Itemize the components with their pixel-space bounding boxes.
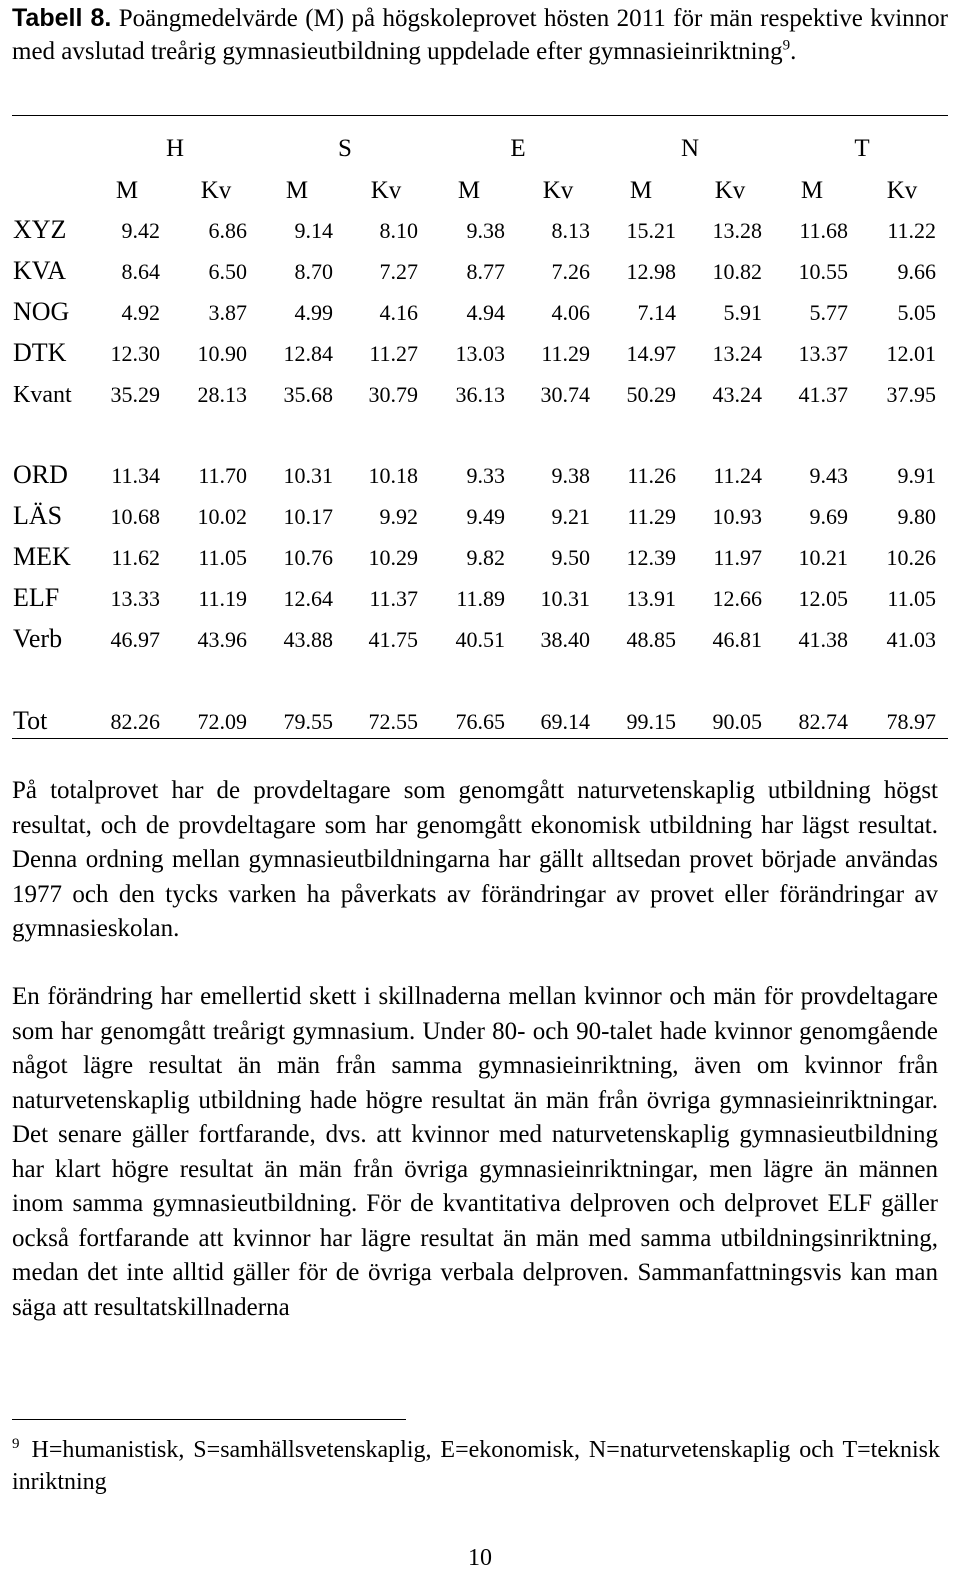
table-cell: 36.13 [455, 382, 505, 407]
table-cell: 11.68 [799, 218, 848, 243]
table-cell: 9.33 [466, 463, 505, 488]
row-label: XYZ [13, 215, 67, 244]
table-cell: 82.26 [110, 709, 160, 734]
table-cell: 41.37 [798, 382, 848, 407]
table-cell: 30.79 [368, 382, 418, 407]
table-cell: 37.95 [886, 382, 936, 407]
table-cell: 4.99 [294, 300, 333, 325]
table-cell: 9.38 [466, 218, 505, 243]
group-header-t: T [854, 135, 870, 162]
row-label: NOG [13, 297, 70, 326]
sub-header-kv: Kv [542, 177, 574, 204]
table-cell: 7.14 [637, 300, 676, 325]
table-cell: 76.65 [455, 709, 505, 734]
table-cell: 11.70 [198, 463, 247, 488]
table-cell: 10.82 [712, 259, 762, 284]
table-cell: 30.74 [540, 382, 590, 407]
body-paragraph-2: En förändring har emellertid skett i skillnaderna mellan kvinnor och män för provdeltagare som har genomgått treårigt gymnasium. Under 80- och 90-talet hade kvinnor genomgående något lägre resultat än män från samma gymnasieinriktning, även om kvinnor från naturvetenskaplig utbildning hade högre resultat än män från övriga gymnasieinriktningar. Det senare gäller fortfarande, dvs. att kvinnor med naturvetenskaplig gymnasieutbildning har klart högre resultat än män från övriga gymnasieinriktningar, men lägre än männen inom samma gymnasieutbildning. För de kvantitativa delproven och delprovet ELF gäller också fortfarande att kvinnor har lägre resultat än män med samma utbildningsinriktning, medan det inte alltid gäller för de övriga verbala delproven. Sammanfattningsvis kan man säga att resultatskillnaderna [12, 983, 938, 1321]
table-cell: 9.43 [809, 463, 848, 488]
table-cell: 10.93 [712, 504, 762, 529]
table-cell: 82.74 [798, 709, 848, 734]
table-cell: 99.15 [626, 709, 676, 734]
table-cell: 8.64 [121, 259, 160, 284]
table-cell: 13.28 [712, 218, 762, 243]
table-cell: 10.68 [110, 504, 160, 529]
table-cell: 41.75 [368, 627, 418, 652]
table-cell: 5.05 [897, 300, 936, 325]
table-cell: 15.21 [626, 218, 676, 243]
body-paragraph-1: På totalprovet har de provdeltagare som genomgått naturvetenskaplig utbildning högst resultat, och de provdeltagare som har genomgått ekonomisk utbildning har lägst resultat. Denna ordning mellan gymnasieutbildningarna har gällt alltsedan provet började användas 1977 och den tycks varken ha påverkats av förändringar av provet eller förändringar av gymnasieskolan. [12, 777, 938, 942]
footnote-mark: 9 [12, 1436, 20, 1452]
row-label: Tot [13, 706, 48, 735]
table-cell: 11.97 [713, 545, 762, 570]
table-cell: 13.37 [798, 341, 848, 366]
table-cell: 12.98 [626, 259, 676, 284]
sub-header-kv: Kv [200, 177, 232, 204]
table-cell: 12.39 [626, 545, 676, 570]
table-cell: 43.96 [197, 627, 247, 652]
table-cell: 9.50 [551, 545, 590, 570]
table-cell: 13.33 [110, 586, 160, 611]
table-cell: 9.82 [466, 545, 505, 570]
table-cell: 35.68 [283, 382, 333, 407]
table-cell: 40.51 [455, 627, 505, 652]
table-cell: 10.31 [283, 463, 333, 488]
table-cell: 12.01 [886, 341, 936, 366]
table-cell: 13.03 [455, 341, 505, 366]
table-cell: 11.29 [541, 341, 590, 366]
table-cell: 4.16 [379, 300, 418, 325]
table-cell: 43.24 [712, 382, 762, 407]
table-label: Tabell 8. [12, 4, 112, 32]
table-cell: 46.81 [712, 627, 762, 652]
sub-header-kv: Kv [714, 177, 746, 204]
group-header-h: H [165, 135, 185, 162]
table-cell: 11.29 [627, 504, 676, 529]
sub-header-m: M [629, 177, 653, 204]
table-cell: 72.09 [197, 709, 247, 734]
table-cell: 4.06 [551, 300, 590, 325]
table-cell: 9.49 [466, 504, 505, 529]
table-cell: 11.27 [369, 341, 418, 366]
table-cell: 8.13 [551, 218, 590, 243]
table-cell: 41.03 [886, 627, 936, 652]
table-cell: 90.05 [712, 709, 762, 734]
table-cell: 12.05 [798, 586, 848, 611]
table-cell: 6.86 [208, 218, 247, 243]
table-top-rule [12, 115, 948, 116]
row-label: DTK [13, 338, 67, 367]
table-cell: 48.85 [626, 627, 676, 652]
table-caption [12, 2, 948, 68]
table-cell: 79.55 [283, 709, 333, 734]
table-cell: 38.40 [540, 627, 590, 652]
table-cell: 9.38 [551, 463, 590, 488]
footnote-text: H=humanistisk, S=samhällsvetenskaplig, E=ekonomisk, N=naturvetenskaplig och T=teknisk inriktning [12, 1437, 940, 1495]
table-cell: 11.37 [369, 586, 418, 611]
table-cell: 9.80 [897, 504, 936, 529]
table-cell: 10.31 [540, 586, 590, 611]
row-label: KVA [13, 256, 66, 285]
table-cell: 10.76 [283, 545, 333, 570]
sub-header-kv: Kv [886, 177, 918, 204]
table-cell: 50.29 [626, 382, 676, 407]
sub-header-kv: Kv [370, 177, 402, 204]
table-cell: 7.27 [379, 259, 418, 284]
table-cell: 3.87 [208, 300, 247, 325]
table-cell: 72.55 [368, 709, 418, 734]
table-cell: 11.19 [198, 586, 247, 611]
footnote-reference: 9 [782, 37, 791, 54]
table-cell: 10.29 [368, 545, 418, 570]
table-cell: 9.92 [379, 504, 418, 529]
table-cell: 8.77 [466, 259, 505, 284]
table-cell: 69.14 [540, 709, 590, 734]
row-label: ORD [13, 460, 68, 489]
table-cell: 14.97 [626, 341, 676, 366]
row-label: Kvant [13, 382, 72, 408]
table-cell: 11.05 [198, 545, 247, 570]
group-header-e: E [510, 135, 526, 162]
table-cell: 35.29 [110, 382, 160, 407]
table-cell: 43.88 [283, 627, 333, 652]
table-cell: 8.10 [379, 218, 418, 243]
table-cell: 10.55 [798, 259, 848, 284]
table-cell: 13.24 [712, 341, 762, 366]
table-cell: 11.22 [887, 218, 936, 243]
table-cell: 9.66 [897, 259, 936, 284]
footnote-rule [12, 1419, 406, 1420]
table-cell: 41.38 [798, 627, 848, 652]
table-cell: 12.64 [283, 586, 333, 611]
table-cell: 46.97 [110, 627, 160, 652]
table-cell: 11.24 [713, 463, 762, 488]
table-cell: 10.26 [886, 545, 936, 570]
table-cell: 5.91 [723, 300, 762, 325]
row-label: LÄS [13, 501, 63, 530]
table-cell: 28.13 [197, 382, 247, 407]
sub-header-m: M [800, 177, 824, 204]
group-header-n: N [680, 135, 700, 162]
table-cell: 11.34 [111, 463, 160, 488]
table-cell: 9.91 [897, 463, 936, 488]
table-cell: 9.14 [294, 218, 333, 243]
group-header-s: S [338, 135, 352, 162]
caption-end: . [790, 38, 797, 65]
footnote [12, 1434, 940, 1498]
table-cell: 8.70 [294, 259, 333, 284]
table-cell: 11.05 [887, 586, 936, 611]
row-label: ELF [13, 583, 60, 612]
table-bottom-rule [12, 738, 948, 739]
table-cell: 11.26 [627, 463, 676, 488]
table-cell: 9.42 [121, 218, 160, 243]
table-cell: 4.94 [466, 300, 505, 325]
table-cell: 78.97 [886, 709, 936, 734]
table-cell: 10.90 [197, 341, 247, 366]
table-cell: 10.17 [283, 504, 333, 529]
table-cell: 9.69 [809, 504, 848, 529]
table-cell: 11.62 [111, 545, 160, 570]
row-label: Verb [13, 624, 63, 653]
table-cell: 12.30 [110, 341, 160, 366]
table-cell: 7.26 [551, 259, 590, 284]
sub-header-m: M [115, 177, 139, 204]
table-cell: 12.66 [712, 586, 762, 611]
sub-header-m: M [457, 177, 481, 204]
table-cell: 13.91 [626, 586, 676, 611]
table-cell: 4.92 [121, 300, 160, 325]
table-cell: 10.02 [197, 504, 247, 529]
table-cell: 9.21 [551, 504, 590, 529]
table-cell: 11.89 [456, 586, 505, 611]
row-label: MEK [13, 542, 71, 571]
table-cell: 12.84 [283, 341, 333, 366]
table-cell: 6.50 [208, 259, 247, 284]
page-number: 10 [468, 1545, 492, 1571]
table-cell: 10.18 [368, 463, 418, 488]
sub-header-m: M [285, 177, 309, 204]
table-cell: 5.77 [809, 300, 848, 325]
caption-text: Poängmedelvärde (M) på högskoleprovet hösten 2011 för män respektive kvinnor med avslutad treårig gymnasieutbildning uppdelade efter gymnasieinriktning [12, 5, 948, 65]
table-cell: 10.21 [798, 545, 848, 570]
